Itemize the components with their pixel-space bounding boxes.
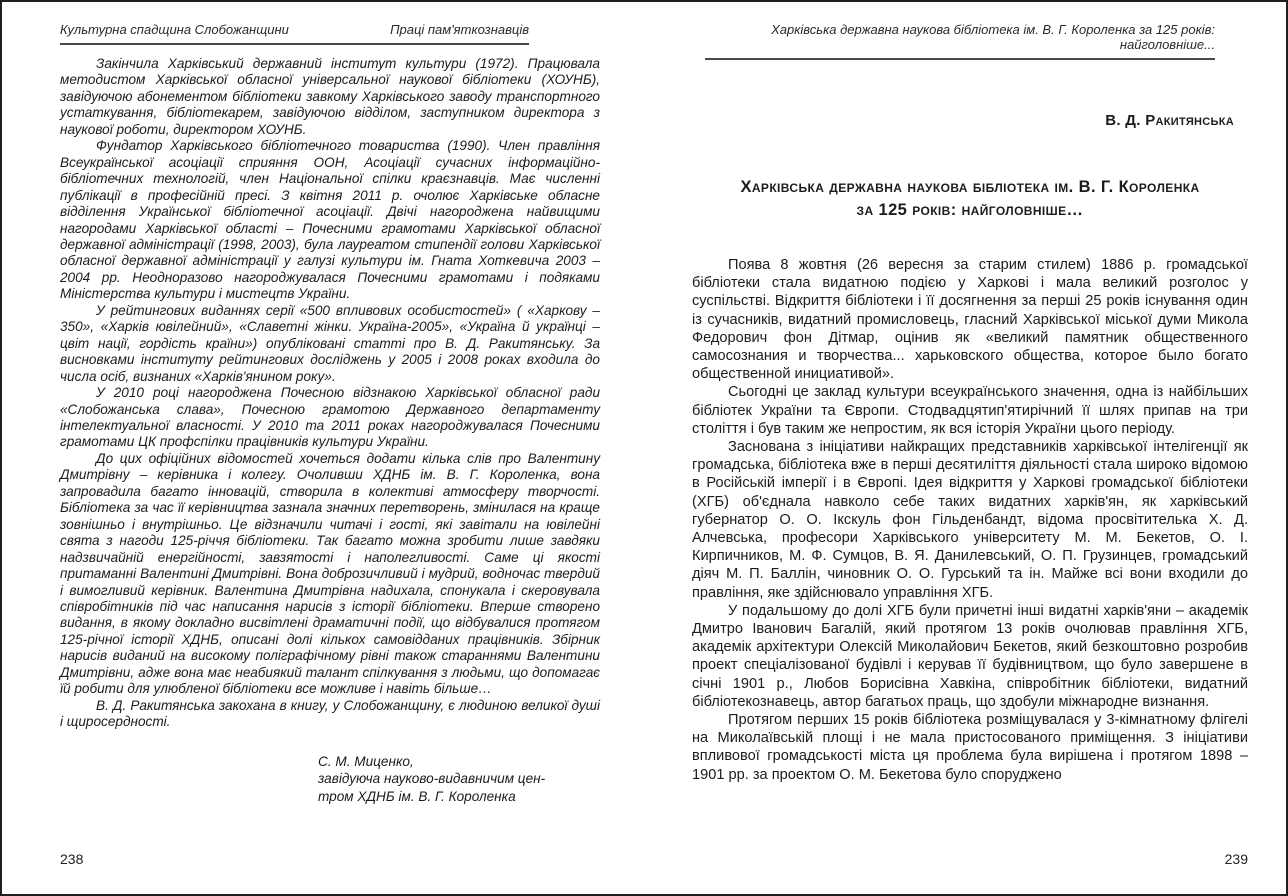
running-head-left-section: Праці пам'яткознавців [390, 22, 529, 37]
body-paragraph: У подальшому до долі ХГБ були причетні інші видатні харків'яни – академік Дмитро Іванович Багалій, який протягом 13 років очолював правління ХГБ, академік архітектури Олексій Миколайович Бекетов, який безкоштовно розробив проект спеціалізованої будівлі і керував її будівництвом, що було завершене в січні 1901 р., Любов Борисівна Хавкіна, співробітник бібліотеки, видатний бібліотекознавець, автор багатьох праць, що здобули міжнародне визнання. [692, 602, 1248, 710]
body-paragraph: Протягом перших 15 років бібліотека розміщувалася у 3-кімнатному флігелі на Миколаївській площі і не мала пристосованого приміщення. З ініціативи впливової громадськості міста ця проблема була вирішена і протягом 1898 – 1901 рр. за проектом О. М. Бекетова було споруджено [692, 712, 1248, 783]
body-paragraph: У рейтингових виданнях серії «500 впливових особистостей» ( «Харкову – 350», «Харків ювілейний», «Славетні жінки. Україна-2005», «Україна й українці – цвіт нації, гордість країни») опубліковані статті про В. Д. Ракитянську. За висновками інституту рейтингових досліджень у 2005 і 2008 роках входила до числа осіб, визнаних «Харків'янином року». [60, 302, 600, 384]
body-paragraph: У 2010 році нагороджена Почесною відзнакою Харківської обласної ради «Слобожанська слава», Почесною грамотою Державного департаменту інтелектуальної власності. У 2010 та 2011 роках нагороджувалася Почесними грамотами ЦК профспілки працівників культури України. [60, 385, 600, 450]
signature-line: завідуюча науково-видавничим цен- [318, 771, 546, 787]
right-page-body [692, 256, 1248, 784]
left-page-body [60, 56, 600, 805]
body-paragraph: Фундатор Харківського бібліотечного товариства (1990). Член правління Всеукраїнської асоціації сприяння ООН, Асоціації сучасних інформаційно-бібліотечних технологій, член Національної спілки краєзнавців. Має численні публікації в професійній пресі. З квітня 2011 р. очолює Харківське обласне відділення Української бібліотечної асоціації. Двічі нагороджена найвищими нагородами Харківської області – Почесними грамотами Харківської обласної державної адміністрації (1998, 2003), була лауреатом стипендії голови Харківської обласної державної адміністрації у галузі культури ім. Гната Хоткевича 2003 – 2004 рр. Неодноразово нагороджувалася Почесними грамотами і подяками Міністерства культури і мистецтв України. [60, 138, 600, 302]
signature-line: тром ХДНБ ім. В. Г. Короленка [318, 788, 516, 804]
running-head-right [705, 22, 1215, 60]
article-author: В. Д. Ракитянська [1105, 112, 1234, 129]
body-paragraph: Закінчила Харківський державний інститут культури (1972). Працювала методистом Харківської обласної універсальної наукової бібліотеки (ХОУНБ), завідуючою абонементом бібліотеки завкому Харківського заводу транспортного устаткування, бібліотекарем, завідуючою відділом, заступником директора з наукової роботи, директором ХОУНБ. [60, 56, 600, 137]
body-paragraph: Сьогодні це заклад культури всеукраїнського значення, одна із найбільших бібліотек України та Європи. Стодвадцятип'ятирічний її шлях припав на три століття і був таким же непростим, як вся історія України цього періоду. [692, 384, 1248, 437]
running-head-left-series: Культурна спадщина Слобожанщини [60, 22, 289, 37]
article-title-line2: за 125 років: найголовніше… [856, 201, 1084, 219]
body-paragraph: Заснована з ініціативи найкращих представників харківської інтелігенції як громадська, бібліотека вже в перші десятиліття діяльності стала широко відомою в Російській імперії і в Європі. Ідея відкриття у Харкові громадської бібліотеки (ХГБ) об'єднала навколо себе таких видатних харків'ян, як харківський губернатор О. О. Ікскуль фон Гільденбандт, відома просвітителька Х. Д. Алчевська, професори Харківського університету М. М. Бекетов, О. І. Кирпичников, М. Ф. Сумцов, В. Я. Данилевський, О. П. Грузинцев, громадський діяч М. П. Баллін, чиновник О. О. Гурський та ін. Майже всі вони входили до правління, яке здійснювало управління ХГБ. [692, 439, 1248, 601]
running-head-left [60, 22, 529, 45]
page-number-right: 239 [1224, 851, 1248, 867]
article-title [692, 176, 1248, 222]
body-paragraph: Поява 8 жовтня (26 вересня за старим стилем) 1886 р. громадської бібліотеки стала видатною подією у Харкові і мала великий розголос у суспільстві. Відкриття бібліотеки і її досягнення за перші 25 років існування один із сучасників, видатний промисловець, гласний Харківської міської думи Микола Федорович фон Дітмар, оцінив як «великий памятник общественного самосознания и творчества... харьковского общества, которое было богато общественной инициативой». [692, 257, 1248, 383]
body-paragraph: До цих офіційних відомостей хочеться додати кілька слів про Валентину Дмитрівну – керівника і колегу. Очоливши ХДНБ ім. В. Г. Короленка, вона запровадила багато інновацій, створила в колективі атмосферу творчості. Бібліотека за час її керівництва зазнала значних перетворень, змінилася на краще зовнішньо і внутрішньо. Це відзначили читачі і гості, які завітали на ювілейні свята з нагоди 125-річчя бібліотеки. Так багато можна зробити лише завдяки надзвичайній енергійності, завзятості і наполегливості. Саме ці якості притаманні Валентині Дмитрівні. Вона доброзичливий і мудрий, водночас твердий і вимогливий керівник. Валентина Дмитрівна надихала, спонукала і скеровувала співробітників під час написання нарисів з історії бібліотеки. Вперше створено видання, в якому докладно висвітлені драматичні події, що відбувалися протягом 125-річної історії ХДНБ, описані долі кількох самовідданих працівників. Збірник нарисів виданий на високому поліграфічному рівні також стараннями Валентини Дмитрівни, адже вона має неабиякий талант спілкування з людьми, що допомагає їй робити для улюбленої бібліотеки все можливе і навіть більше… [60, 450, 600, 697]
page-number-left: 238 [60, 851, 84, 867]
body-paragraph: В. Д. Ракитянська закохана в книгу, у Слобожанщину, є людиною великої душі і щиросердності. [60, 697, 600, 730]
running-head-right-title: Харківська державна наукова бібліотека ім. В. Г. Короленка за 125 років: найголовніше... [771, 22, 1215, 52]
signature-line: С. М. Миценко, [318, 753, 414, 769]
signature-block [318, 753, 600, 806]
article-title-line1: Харківська державна наукова бібліотека ім. В. Г. Короленка [740, 178, 1200, 196]
